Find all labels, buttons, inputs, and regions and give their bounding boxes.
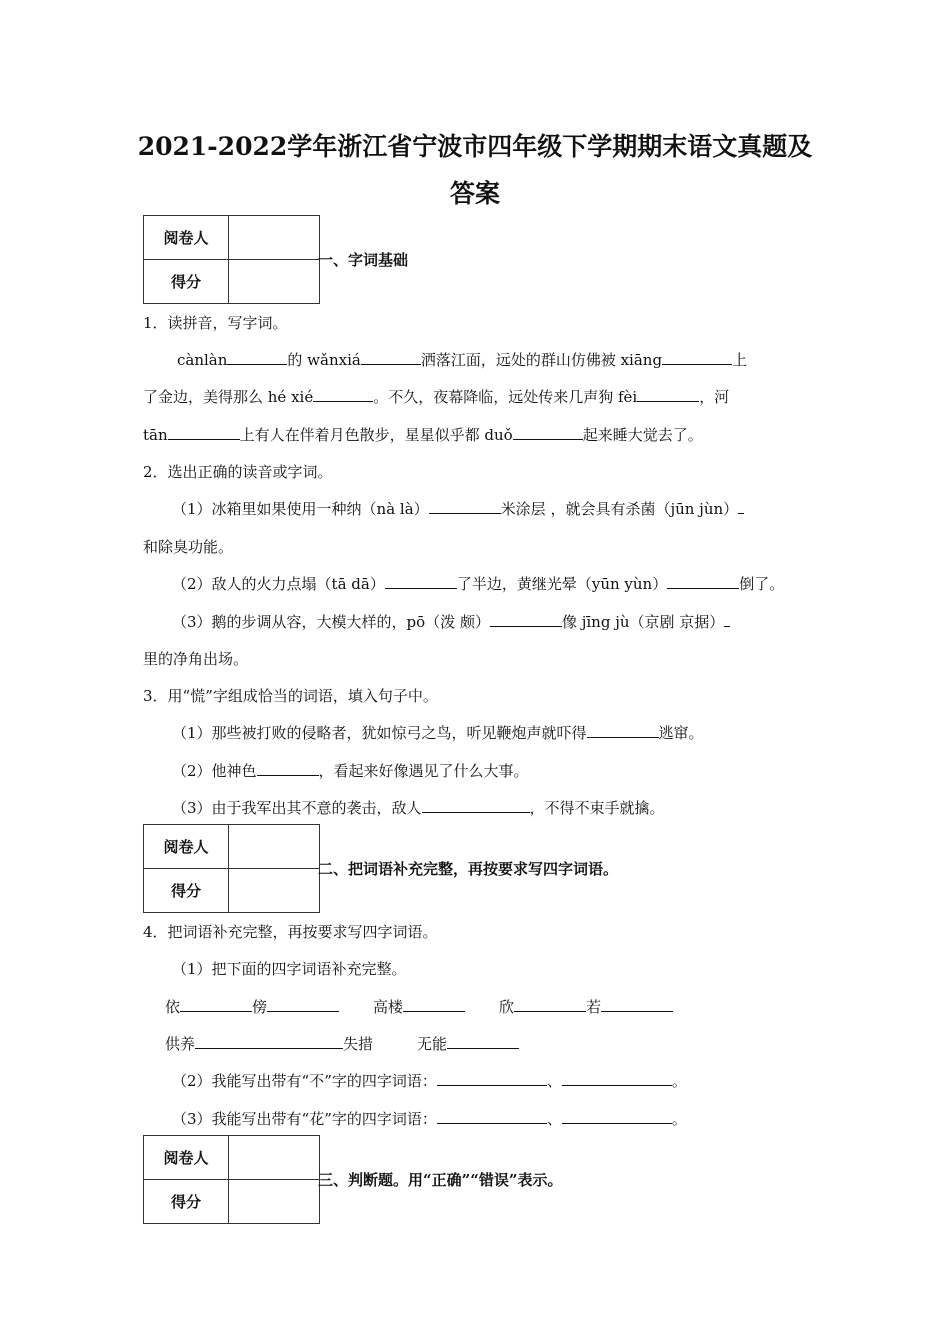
reviewer-cell — [229, 1136, 320, 1180]
score-label: 得分 — [144, 1180, 229, 1224]
question-4-sub-1: （1）把下面的四字词语补充完整。 — [172, 960, 407, 978]
score-table — [143, 824, 320, 913]
question-4-row-1: 依 傍 高楼 欣 若 — [165, 996, 673, 1017]
question-4-row-2: 供养 失措 无能 — [165, 1033, 519, 1054]
score-label: 得分 — [144, 869, 229, 913]
question-1-line-2: 了金边，美得那么 hé xié 。不久，夜幕降临，远处传来几声狗 fèi ，河 — [143, 388, 730, 406]
reviewer-label: 阅卷人 — [144, 825, 229, 869]
question-1-stem: 1．读拼音，写字词。 — [143, 314, 288, 332]
doc-title-line-2: 答案 — [449, 179, 500, 208]
section-heading-2: 二、把词语补充完整，再按要求写四字词语。 — [318, 860, 619, 878]
reviewer-label: 阅卷人 — [144, 1136, 229, 1180]
question-3-item-1: （1）那些被打败的侵略者，犹如惊弓之鸟，听见鞭炮声就吓得 逃窜。 — [172, 724, 704, 742]
score-cell — [229, 869, 320, 913]
question-4-sub-3: （3）我能写出带有“花”字的四字词语： 、 。 — [172, 1110, 687, 1128]
question-2-item-3: （3）鹅的步调从容，大模大样的，pō（泼 颇） 像 jīng jù（京剧 京据） — [172, 611, 730, 632]
question-2-item-1: （1）冰箱里如果使用一种纳（nà là） 米涂层 ，就会具有杀菌（jūn jùn） — [172, 498, 744, 519]
question-2-item-1-cont: 和除臭功能。 — [143, 538, 234, 556]
score-cell — [229, 1180, 320, 1224]
score-table — [143, 215, 320, 304]
question-1-line-1: cànlàn 的 wǎnxiá 洒落江面，远处的群山仿佛被 xiāng 上 — [177, 351, 748, 369]
question-2-item-2: （2）敌人的火力点塌（tā dā） 了半边，黄继光晕（yūn yùn） 倒了。 — [172, 575, 785, 593]
reviewer-cell — [229, 825, 320, 869]
question-4-sub-2: （2）我能写出带有“不”字的四字词语： 、 。 — [172, 1072, 687, 1090]
question-2-stem: 2．选出正确的读音或字词。 — [143, 463, 333, 481]
question-3-item-2: （2）他神色 ，看起来好像遇见了什么大事。 — [172, 762, 529, 780]
question-1-line-3: tān 上有人在伴着月色散步，星星似乎都 duǒ 起来睡大觉去了。 — [143, 426, 703, 444]
score-table — [143, 1135, 320, 1224]
question-3-stem: 3．用“慌”字组成恰当的词语，填入句子中。 — [143, 687, 438, 705]
question-3-item-3: （3）由于我军出其不意的袭击，敌人 ，不得不束手就擒。 — [172, 799, 665, 817]
question-2-item-3-cont: 里的净角出场。 — [143, 650, 249, 668]
question-4-stem: 4．把词语补充完整，再按要求写四字词语。 — [143, 923, 438, 941]
doc-title-line-1: 2021-2022学年浙江省宁波市四年级下学期期末语文真题及 — [137, 132, 813, 161]
reviewer-label: 阅卷人 — [144, 216, 229, 260]
score-label: 得分 — [144, 260, 229, 304]
reviewer-cell — [229, 216, 320, 260]
score-cell — [229, 260, 320, 304]
section-heading-1: 一、字词基础 — [318, 251, 409, 269]
section-heading-3: 三、判断题。用“正确”“错误”表示。 — [318, 1171, 563, 1189]
